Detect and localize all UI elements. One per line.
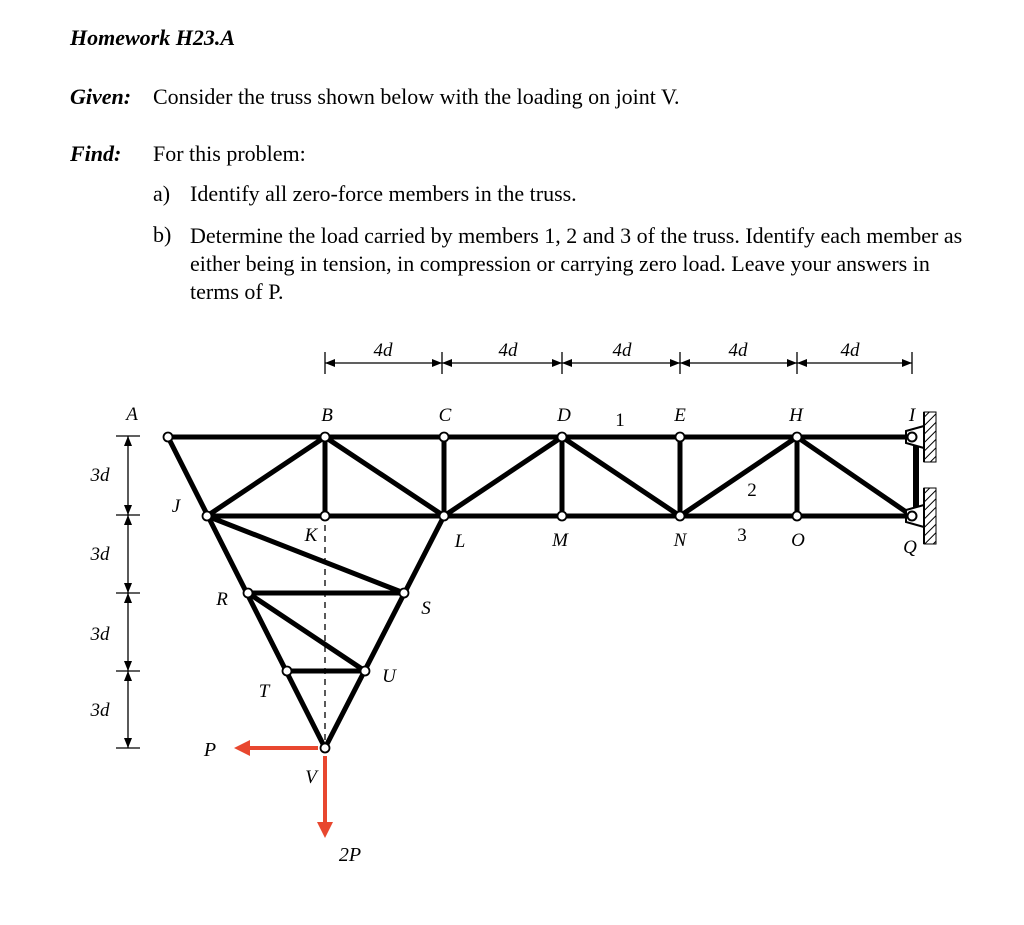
- truss-members: [168, 437, 912, 748]
- joint-label-E: E: [674, 405, 686, 426]
- joint-label-U: U: [382, 666, 396, 687]
- dim-label-2: 4d: [498, 340, 518, 361]
- joint-label-V: V: [305, 767, 317, 788]
- given-text: Consider the truss shown below with the loading on joint V.: [153, 84, 680, 109]
- joint-label-R: R: [216, 589, 228, 610]
- given-label: Given:: [70, 84, 132, 109]
- joint-label-T: T: [258, 681, 270, 702]
- joint-label-S: S: [421, 598, 431, 619]
- item-b-text: Determine the load carried by members 1, 2 and 3 of the truss. Identify each member as either being in tension, in compression or carrying zero load. Leave your answers in terms of P.: [190, 223, 963, 304]
- homework-title: Homework H23.A: [70, 25, 236, 50]
- dim-label-5: 4d: [840, 340, 860, 361]
- joint-label-I: I: [908, 405, 916, 426]
- dim-label-3: 4d: [612, 340, 632, 361]
- member-label-3: 3: [737, 525, 747, 546]
- find-intro: For this problem:: [153, 141, 306, 166]
- find-label: Find:: [70, 141, 122, 166]
- load-2P-arrow: [317, 756, 333, 838]
- support-Q: [906, 488, 936, 544]
- joint-label-A: A: [126, 404, 138, 425]
- vdim-label-4: 3d: [90, 700, 110, 721]
- member-label-2: 2: [747, 480, 757, 501]
- vdim-label-1: 3d: [90, 465, 110, 486]
- item-a-text: Identify all zero-force members in the truss.: [190, 181, 577, 206]
- joint-label-C: C: [438, 405, 452, 426]
- load-P-arrow: [234, 740, 318, 756]
- joint-label-Q: Q: [903, 537, 917, 558]
- vdim-label-2: 3d: [90, 544, 110, 565]
- load-label-P: P: [203, 739, 217, 761]
- dim-label-1: 4d: [373, 340, 393, 361]
- dim-label-4: 4d: [728, 340, 748, 361]
- joint-label-B: B: [321, 405, 333, 426]
- item-a-marker: a): [153, 181, 171, 206]
- joint-label-H: H: [789, 405, 803, 426]
- joint-label-K: K: [304, 525, 318, 546]
- joint-label-D: D: [557, 405, 571, 426]
- item-b-marker: b): [153, 222, 172, 247]
- joint-label-M: M: [552, 530, 568, 551]
- joint-label-N: N: [673, 530, 687, 551]
- joint-label-O: O: [791, 530, 805, 551]
- load-label-2P: 2P: [338, 844, 362, 866]
- member-label-1: 1: [615, 410, 625, 431]
- joint-label-L: L: [454, 531, 466, 552]
- joint-label-J: J: [171, 496, 181, 517]
- vdim-label-3: 3d: [90, 624, 110, 645]
